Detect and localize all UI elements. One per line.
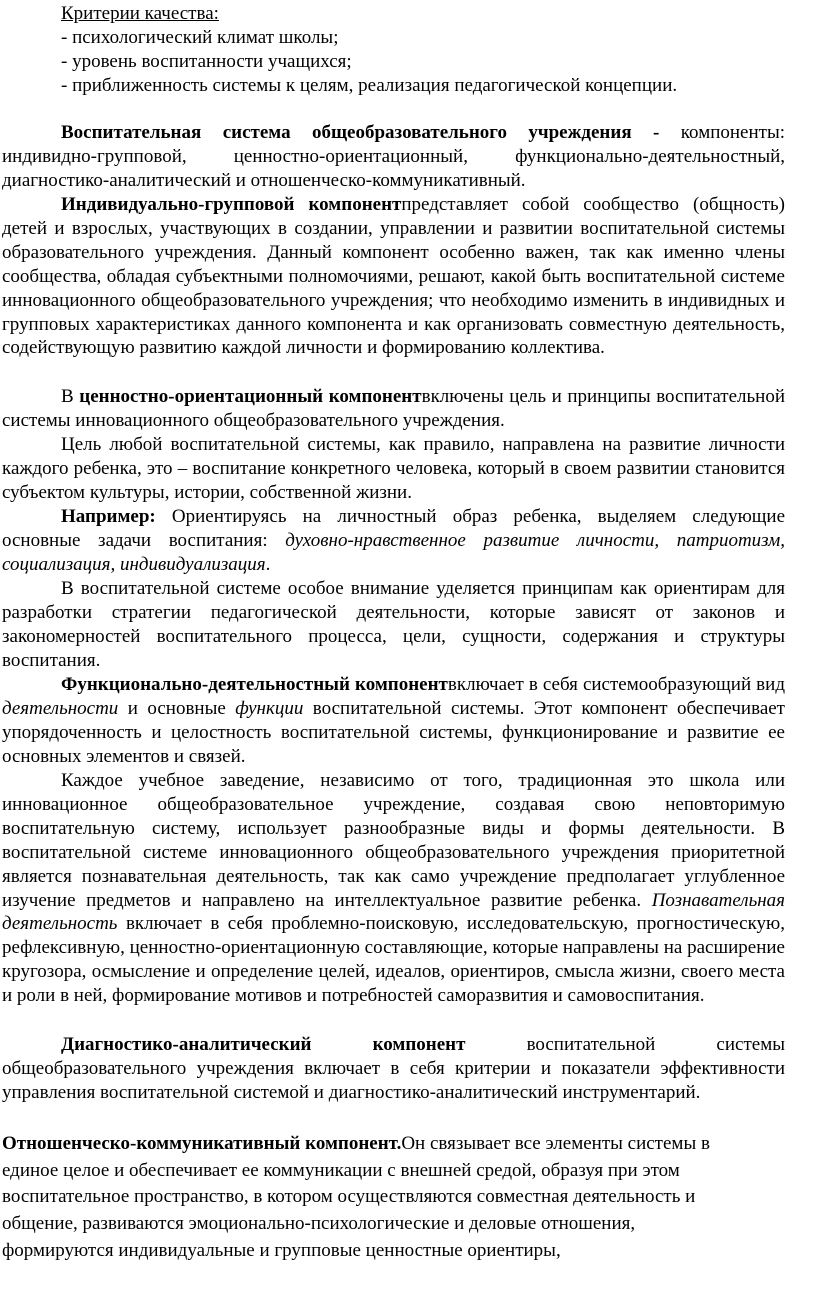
paragraph-principles: В воспитательной системе особое внимание уделяется принципам как ориентирам для разработки стратегии педагогической деятельности, которые зависят от законов и закономерностей воспитательного процесса, цели, сущности, содержания и структуры воспитания. xyxy=(2,578,785,671)
italic-term: деятельности xyxy=(2,697,119,719)
paragraph-example: Например: Ориентируясь на личностный образ ребенка, выделяем следующие основные задачи воспитания: духовно-нравственное развитие личности, патриотизм, социализация, индивидуализация. xyxy=(2,506,785,575)
criteria-list xyxy=(2,2,785,98)
paragraph-diagnostic: Диагностико-аналитический компонент воспитательной системы общеобразовательного учреждения включает в себя критерии и показатели эффективности управления воспитательной системой и диагностико-аналитический инструментарий. xyxy=(2,1034,785,1103)
term-bold: ценностно-ориентационный компонент xyxy=(79,386,422,407)
term-bold: Функционально-деятельностный компонент xyxy=(61,674,448,695)
term-bold: Диагностико-аналитический компонент xyxy=(61,1034,466,1055)
term-bold: Индивидуально-групповой компонент xyxy=(61,194,402,215)
paragraph-system-components: Воспитательная система общеобразовательного учреждения - компоненты: индивидно-групповой, ценностно-ориентационный, функционально-деятельностный, диагностико-аналитический и отношенческо-коммуникативный. xyxy=(2,122,785,191)
criteria-item: - уровень воспитанности учащихся; xyxy=(61,50,352,72)
paragraph-individual-group: Индивидуально-групповой компонентпредставляет собой сообщество (общность) детей и взрослых, участвующих в создании, управлении и развитии воспитательной системы образовательного учреждения. Данный компонент особенно важен, так как именно члены сообщества, обладая субъектными полномочиями, решают, какой быть воспитательной системе инновационного общеобразовательного учреждения; что необходимо изменить в индивидных и групповых характеристиках данного компонента и как организовать совместную деятельность, содействующую развитию каждой личности и формированию коллектива. xyxy=(2,194,785,359)
criteria-item: - приближенность системы к целям, реализация педагогической концепции. xyxy=(61,74,678,96)
paragraph-value-orientation: В ценностно-ориентационный компонентвключены цель и принципы воспитательной системы инновационного общеобразовательного учреждения. xyxy=(2,386,785,431)
italic-term: духовно-нравственное развитие личности, патриотизм, социализация, индивидуализация xyxy=(2,529,785,575)
paragraph-goal: Цель любой воспитательной системы, как правило, направлена на развитие личности каждого ребенка, это – воспитание конкретного человека, который в своем развитии становится субъектом культуры, истории, собственной жизни. xyxy=(2,434,785,503)
paragraph-functional-activity: Функционально-деятельностный компонентвключает в себя системообразующий вид деятельности и основные функции воспитательной системы. Этот компонент обеспечивает упорядоченность и целостность воспитательной системы, функционирование и развитие ее основных элементов и связей. xyxy=(2,674,785,767)
criteria-item: - психологический климат школы; xyxy=(61,26,339,48)
paragraph-cognitive-activity: Каждое учебное заведение, независимо от того, традиционная это школа или инновационное общеобразовательное учреждение, создавая свою неповторимую воспитательную систему, использует разнообразные виды и формы деятельности. В воспитательной системе инновационного общеобразовательного учреждения приоритетной является познавательная деятельность, так как само учреждение предполагает углубленное изучение предметов и направлено на интеллектуальное развитие ребенка. Познавательная деятельность включает в себя проблемно-поисковую, исследовательскую, прогностическую, рефлексивную, ценностно-ориентационную составляющие, которые направлены на расширение кругозора, осмысление и определение целей, идеалов, ориентиров, смысла жизни, своего места и роли в ней, формирование мотивов и потребностей саморазвития и самовоспитания. xyxy=(2,770,785,1007)
italic-term: функции xyxy=(235,697,304,719)
term-bold: Воспитательная система общеобразовательного учреждения - xyxy=(61,122,660,143)
paragraph-communicative: Отношенческо-коммуникативный компонент.Он связывает все элементы системы в единое целое и обеспечивает ее коммуникации с внешней средой, образуя при этом воспитательное пространство, в котором осуществляются совместная деятельность и общение, развиваются эмоционально-психологические и деловые отношения, формируются индивидуальные и групповые ценностные ориентиры, xyxy=(2,1133,710,1261)
criteria-title: Критерии качества: xyxy=(61,3,219,24)
term-bold: Отношенческо-коммуникативный компонент. xyxy=(2,1133,402,1154)
italic-term: Познавательная деятельность xyxy=(2,889,785,935)
term-bold: Например: xyxy=(61,506,156,527)
